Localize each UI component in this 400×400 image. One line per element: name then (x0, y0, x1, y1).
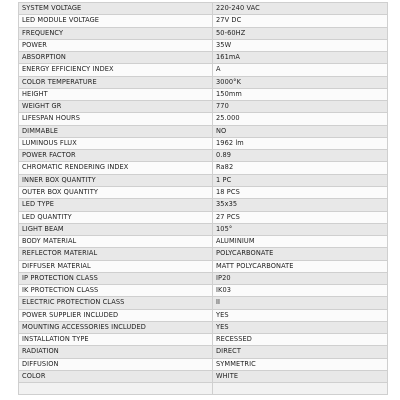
spec-label: DIMMABLE (19, 125, 213, 137)
spec-label: FREQUENCY (19, 27, 213, 39)
spec-value: 0.89 (213, 150, 388, 162)
spec-row (19, 370, 388, 382)
spec-row (19, 39, 388, 51)
spec-label: BODY MATERIAL (19, 236, 213, 248)
spec-value: RECESSED (213, 334, 388, 346)
spec-label: IP PROTECTION CLASS (19, 272, 213, 284)
spec-label: CHROMATIC RENDERING INDEX (19, 162, 213, 174)
spec-row (19, 150, 388, 162)
spec-value: WHITE (213, 370, 388, 382)
spec-value: 1 PC (213, 174, 388, 186)
spec-row (19, 236, 388, 248)
spec-row (19, 52, 388, 64)
spec-label: COLOR (19, 370, 213, 382)
spec-value: Ra82 (213, 162, 388, 174)
spec-value: POLYCARBONATE (213, 248, 388, 260)
spec-row (19, 15, 388, 27)
spec-label: LIFESPAN HOURS (19, 113, 213, 125)
spec-value: 27 PCS (213, 211, 388, 223)
spec-row (19, 223, 388, 235)
spec-value: SYMMETRIC (213, 358, 388, 370)
spec-row (19, 76, 388, 88)
spec-value: YES (213, 309, 388, 321)
spec-row (19, 125, 388, 137)
spec-row (19, 248, 388, 260)
spec-value: 105° (213, 223, 388, 235)
spec-row (19, 358, 388, 370)
spec-value: 220-240 VAC (213, 3, 388, 15)
spec-row (19, 27, 388, 39)
spec-row (19, 309, 388, 321)
spec-row (19, 321, 388, 333)
spec-label: LED MODULE VOLTAGE (19, 15, 213, 27)
spec-label: LED QUANTITY (19, 211, 213, 223)
spec-row (19, 101, 388, 113)
spec-row (19, 383, 388, 395)
spec-label: HEIGHT (19, 88, 213, 100)
spec-value: MATT POLYCARBONATE (213, 260, 388, 272)
specifications-table-body (19, 3, 388, 395)
spec-value: 35x35 (213, 199, 388, 211)
spec-row (19, 211, 388, 223)
spec-value: NO (213, 125, 388, 137)
spec-value (213, 383, 388, 395)
spec-row (19, 162, 388, 174)
spec-value: ALUMINIUM (213, 236, 388, 248)
spec-label: INSTALLATION TYPE (19, 334, 213, 346)
spec-value: 25.000 (213, 113, 388, 125)
spec-label: REFLECTOR MATERIAL (19, 248, 213, 260)
spec-value: IP20 (213, 272, 388, 284)
spec-label (19, 383, 213, 395)
spec-label: LED TYPE (19, 199, 213, 211)
specifications-table (18, 2, 388, 395)
spec-row (19, 3, 388, 15)
spec-label: COLOR TEMPERATURE (19, 76, 213, 88)
spec-label: POWER (19, 39, 213, 51)
spec-row (19, 113, 388, 125)
spec-value: 35W (213, 39, 388, 51)
spec-label: LUMINOUS FLUX (19, 137, 213, 149)
spec-label: INNER BOX QUANTITY (19, 174, 213, 186)
spec-value: 27V DC (213, 15, 388, 27)
spec-label: ENERGY EFFICIENCY INDEX (19, 64, 213, 76)
spec-value: YES (213, 321, 388, 333)
spec-row (19, 64, 388, 76)
spec-label: SYSTEM VOLTAGE (19, 3, 213, 15)
spec-label: POWER FACTOR (19, 150, 213, 162)
spec-label: RADIATION (19, 346, 213, 358)
spec-label: LIGHT BEAM (19, 223, 213, 235)
spec-row (19, 334, 388, 346)
spec-label: MOUNTING ACCESSORIES INCLUDED (19, 321, 213, 333)
spec-label: WEIGHT GR (19, 101, 213, 113)
spec-value: 161mA (213, 52, 388, 64)
spec-value: A (213, 64, 388, 76)
spec-label: OUTER BOX QUANTITY (19, 186, 213, 198)
spec-label: DIFFUSER MATERIAL (19, 260, 213, 272)
spec-label: IK PROTECTION CLASS (19, 285, 213, 297)
spec-value: II (213, 297, 388, 309)
spec-value: DIRECT (213, 346, 388, 358)
spec-value: 1962 lm (213, 137, 388, 149)
spec-value: 3000°K (213, 76, 388, 88)
spec-value: IK03 (213, 285, 388, 297)
spec-value: 50-60HZ (213, 27, 388, 39)
spec-value: 150mm (213, 88, 388, 100)
spec-row (19, 88, 388, 100)
spec-row (19, 174, 388, 186)
spec-row (19, 186, 388, 198)
spec-label: POWER SUPPLIER INCLUDED (19, 309, 213, 321)
spec-label: ABSORPTION (19, 52, 213, 64)
spec-row (19, 297, 388, 309)
spec-row (19, 199, 388, 211)
spec-row (19, 272, 388, 284)
spec-label: DIFFUSION (19, 358, 213, 370)
spec-row (19, 285, 388, 297)
spec-row (19, 346, 388, 358)
spec-row (19, 137, 388, 149)
spec-row (19, 260, 388, 272)
spec-value: 18 PCS (213, 186, 388, 198)
spec-label: ELECTRIC PROTECTION CLASS (19, 297, 213, 309)
spec-value: 770 (213, 101, 388, 113)
